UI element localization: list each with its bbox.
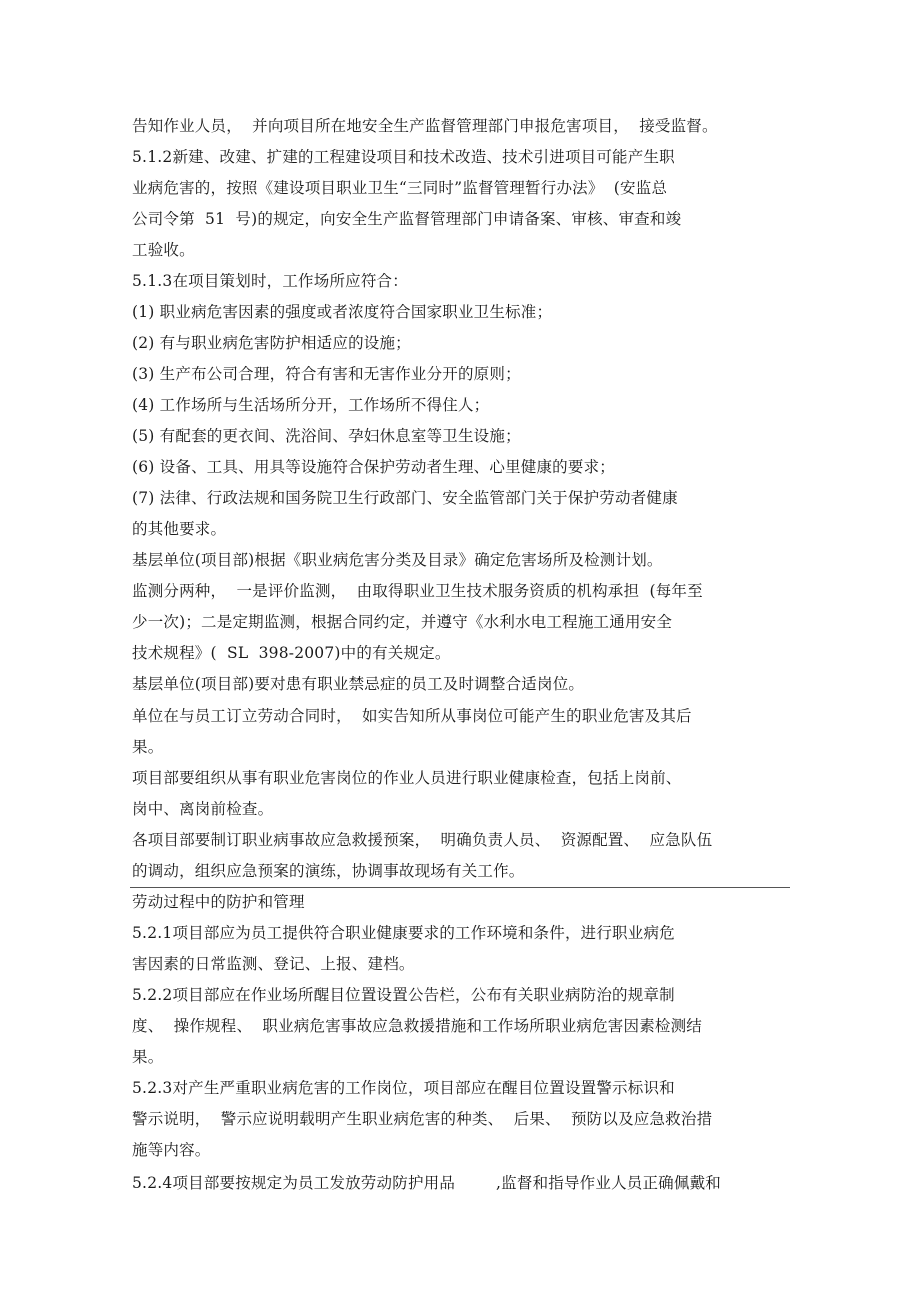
text-line: 果。 bbox=[132, 1048, 164, 1066]
text-line: 警示说明， 警示应说明载明产生职业病危害的种类、 后果、 预防以及应急救治措 bbox=[132, 1110, 713, 1128]
text-line: 5.2.4项目部要按规定为员工发放劳动防护用品 ,监督和指导作业人员正确佩戴和 bbox=[132, 1174, 721, 1192]
text-line: 岗中、离岗前检查。 bbox=[132, 800, 274, 818]
text-line: 5.1.2新建、改建、扩建的工程建设项目和技术改造、技术引进项目可能产生职 bbox=[132, 148, 675, 166]
text-line: 技术规程》( SL 398-2007)中的有关规定。 bbox=[132, 644, 451, 662]
text-line: 单位在与员工订立劳动合同时， 如实告知所从事岗位可能产生的职业危害及其后 bbox=[132, 707, 692, 725]
text-line: 害因素的日常监测、登记、上报、建档。 bbox=[132, 955, 415, 973]
text-line: (6) 设备、工具、用具等设施符合保护劳动者生理、心里健康的要求； bbox=[132, 458, 615, 476]
text-line: 5.2.1项目部应为员工提供符合职业健康要求的工作环境和条件，进行职业病危 bbox=[132, 924, 675, 942]
text-line: 各项目部要制订职业病事故应急救援预案， 明确负责人员、 资源配置、 应急队伍 bbox=[132, 831, 713, 849]
text-line: 监测分两种， 一是评价监测， 由取得职业卫生技术服务资质的机构承担 (每年至 bbox=[132, 582, 703, 600]
text-line: (3) 生产布公司合理，符合有害和无害作业分开的原则； bbox=[132, 365, 521, 383]
text-line: 施等内容。 bbox=[132, 1141, 211, 1159]
text-line: (7) 法律、行政法规和国务院卫生行政部门、安全监管部门关于保护劳动者健康 bbox=[132, 489, 678, 507]
text-line: 5.1.3在项目策划时，工作场所应符合： bbox=[132, 272, 408, 290]
text-line: (4) 工作场所与生活场所分开，工作场所不得住人； bbox=[132, 396, 490, 414]
section-divider bbox=[130, 887, 790, 888]
text-line: 5.2.3对产生严重职业病危害的工作岗位，项目部应在醒目位置设置警示标识和 bbox=[132, 1079, 675, 1097]
text-line: (5) 有配套的更衣间、洗浴间、孕妇休息室等卫生设施； bbox=[132, 427, 521, 445]
text-line: 的调动，组织应急预案的演练，协调事故现场有关工作。 bbox=[132, 862, 525, 880]
text-line: 工验收。 bbox=[132, 241, 195, 259]
text-line: 5.2.2项目部应在作业场所醒目位置设置公告栏，公布有关职业病防治的规章制 bbox=[132, 986, 675, 1004]
text-line: 的其他要求。 bbox=[132, 520, 227, 538]
text-line: 果。 bbox=[132, 738, 164, 756]
section-heading: 劳动过程中的防护和管理 bbox=[132, 893, 305, 911]
text-line: 告知作业人员， 并向项目所在地安全生产监督管理部门申报危害项目， 接受监督。 bbox=[132, 117, 718, 135]
text-line: 度、 操作规程、 职业病危害事故应急救援措施和工作场所职业病危害因素检测结 bbox=[132, 1017, 703, 1035]
text-line: (2) 有与职业病危害防护相适应的设施； bbox=[132, 334, 411, 352]
text-line: 公司令第 51 号)的规定，向安全生产监督管理部门申请备案、审核、审查和竣 bbox=[132, 210, 682, 228]
text-line: 业病危害的，按照《建设项目职业卫生“三同时”监督管理暂行办法》 (安监总 bbox=[132, 179, 668, 197]
text-line: 少一次)；二是定期监测，根据合同约定，并遵守《水利水电工程施工通用安全 bbox=[132, 613, 673, 631]
text-line: 基层单位(项目部)根据《职业病危害分类及目录》确定危害场所及检测计划。 bbox=[132, 551, 663, 569]
text-line: 基层单位(项目部)要对患有职业禁忌症的员工及时调整合适岗位。 bbox=[132, 675, 585, 693]
text-line: 项目部要组织从事有职业危害岗位的作业人员进行职业健康检查，包括上岗前、 bbox=[132, 769, 682, 787]
text-line: (1) 职业病危害因素的强度或者浓度符合国家职业卫生标准； bbox=[132, 303, 553, 321]
